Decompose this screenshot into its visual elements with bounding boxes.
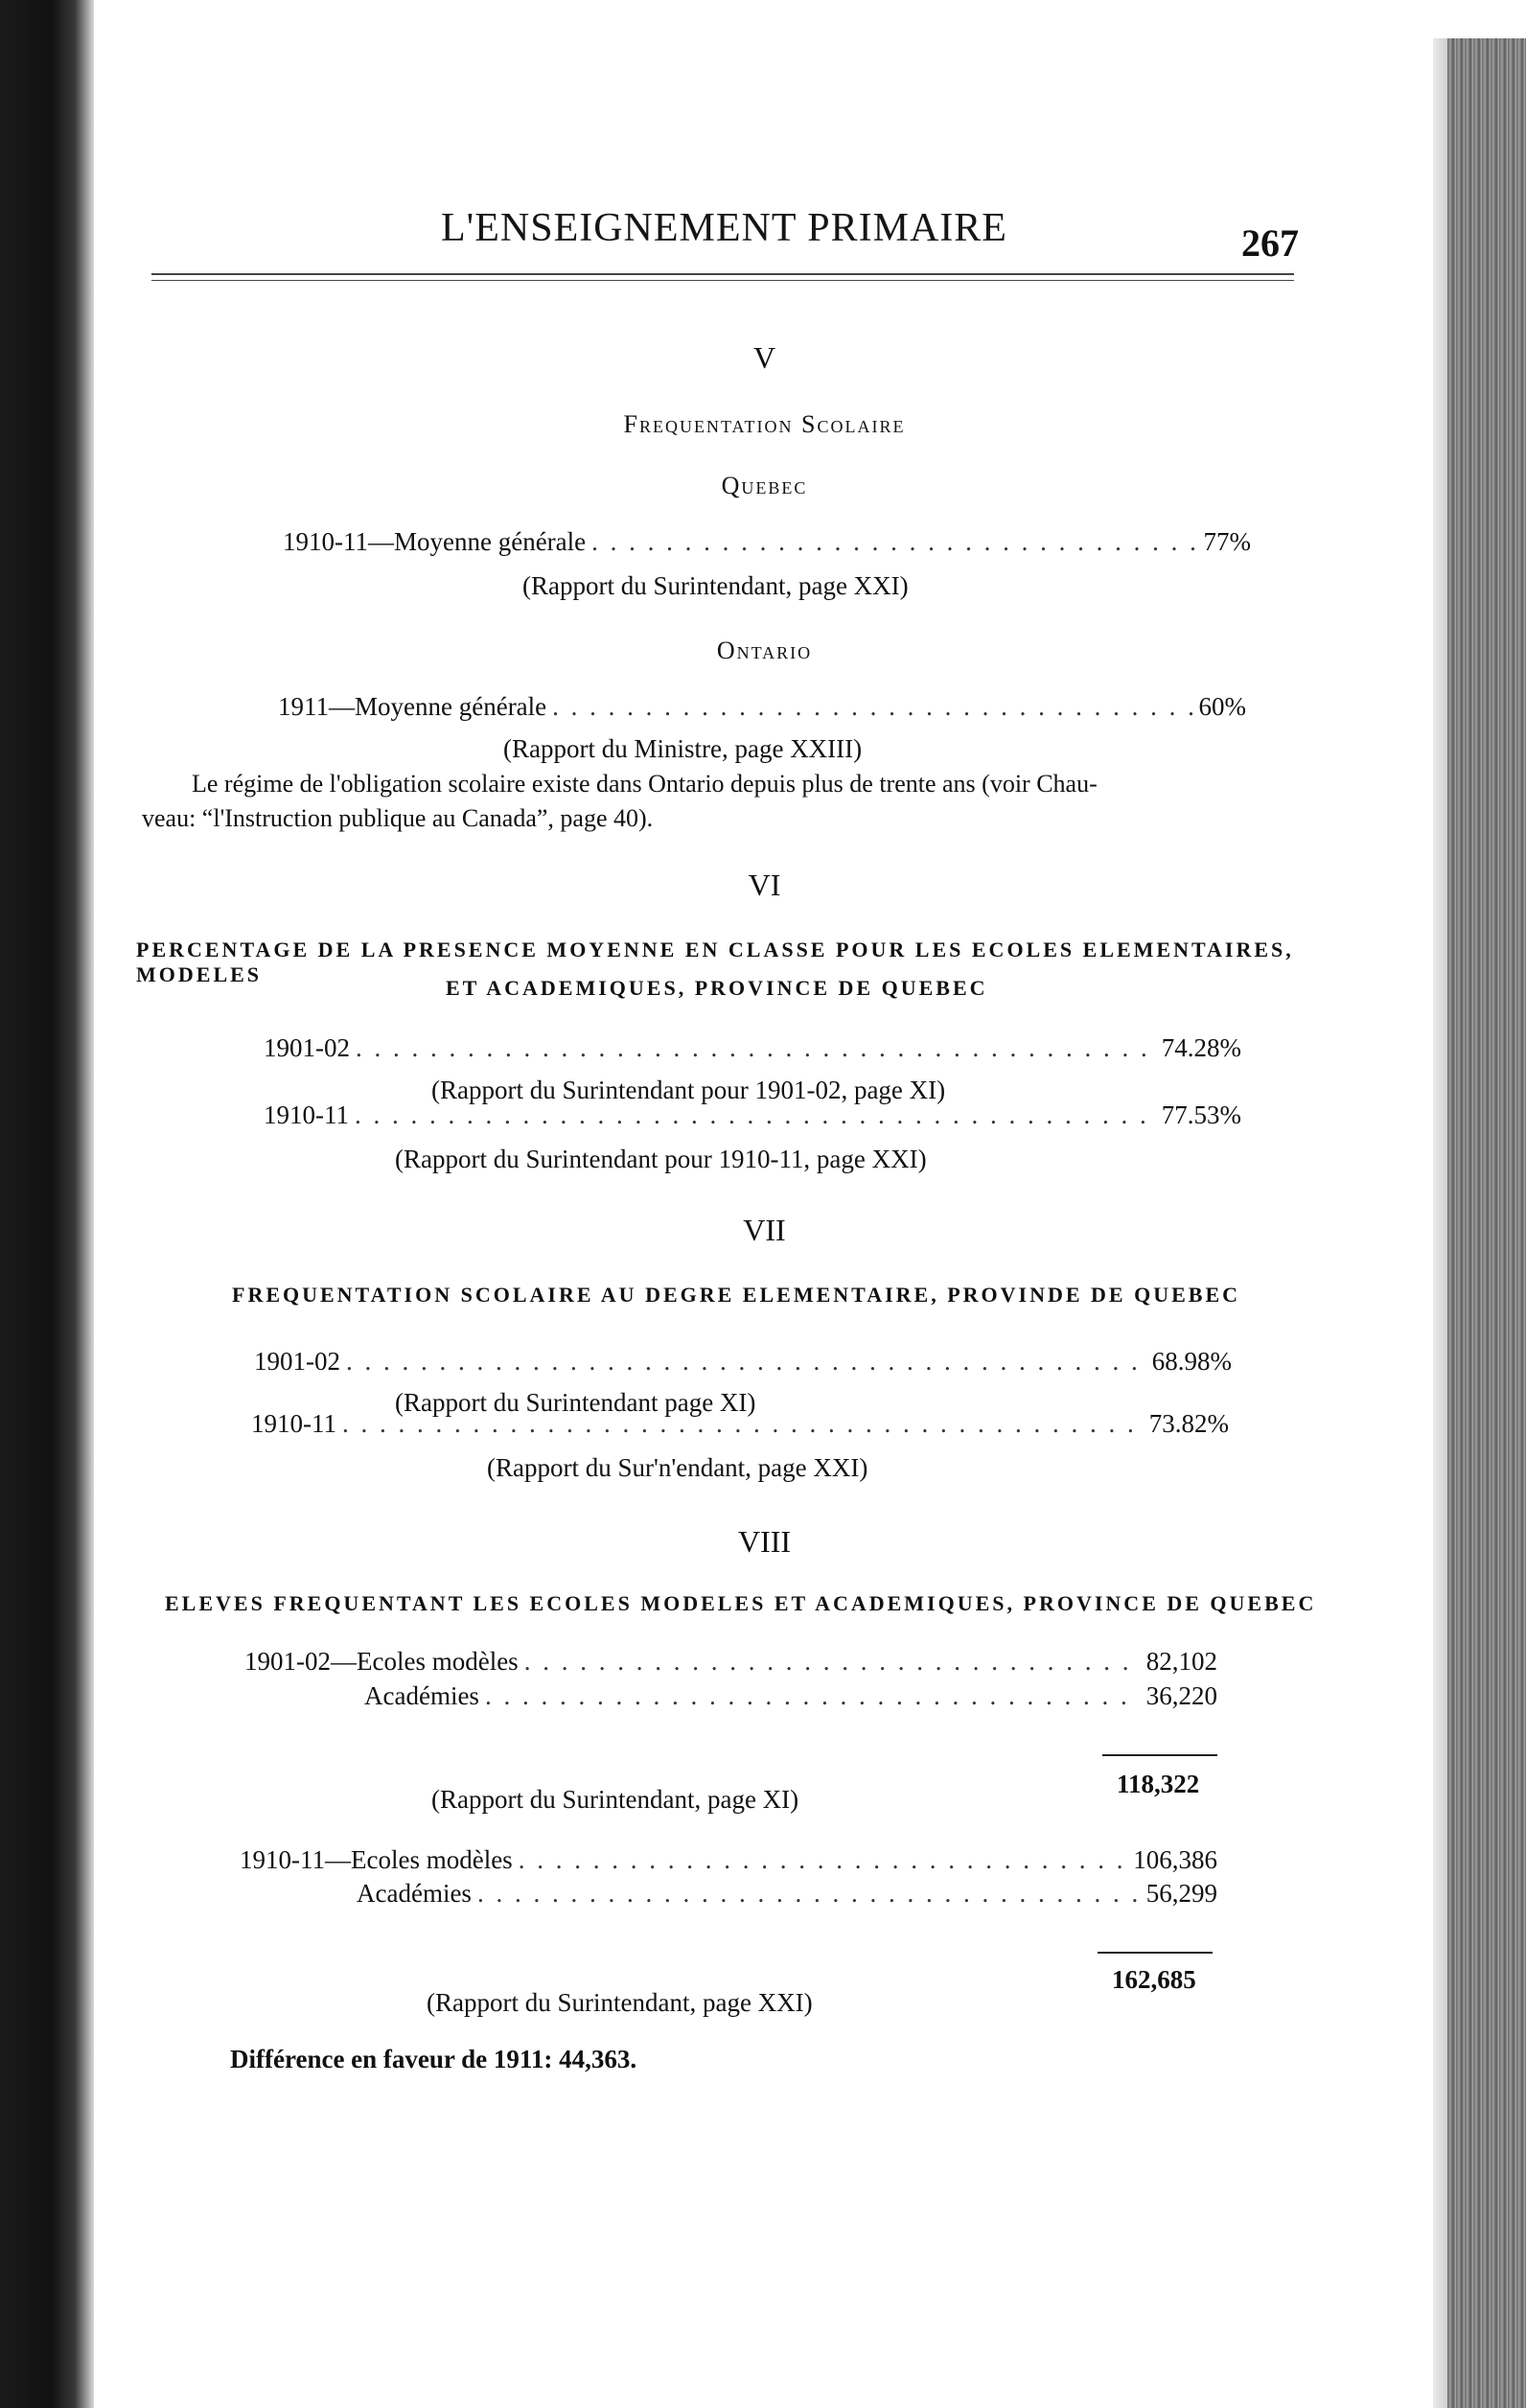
viii-1901-total: 118,322 (1117, 1770, 1200, 1798)
book-page-edges (1447, 38, 1526, 2408)
section-viii-title: ELEVES FREQUENTANT LES ECOLES MODELES ET ACADEMIQUES, PROVINCE DE QUEBEC (165, 1591, 1317, 1615)
page-number: 267 (1241, 221, 1299, 265)
vi-row-1910-label: 1910-11 (264, 1100, 349, 1129)
dot-leader (485, 1681, 1141, 1711)
sum-rule (1098, 1952, 1213, 1954)
vii-row-1910-label: 1910-11 (251, 1409, 336, 1438)
vii-row-1910-source: (Rapport du Sur'n'endant, page XXI) (487, 1453, 868, 1482)
section-vi-numeral: VI (748, 868, 781, 902)
dot-leader (356, 1033, 1156, 1063)
section-vi-title-line-1: PERCENTAGE DE LA PRESENCE MOYENNE EN CLASSE POUR LES ECOLES ELEMENTAIRES, MODELES (136, 938, 1294, 986)
vi-row-1901-value: 74.28% (1161, 1033, 1241, 1062)
book-binding-shadow (0, 0, 94, 2408)
viii-1910-academies-row (357, 1879, 1217, 1909)
difference-line: Différence en faveur de 1911: 44,363. (230, 2045, 637, 2073)
vii-row-1901 (254, 1347, 1232, 1377)
section-vii-title: FREQUENTATION SCOLAIRE AU DEGRE ELEMENTAIRE, PROVINDE DE QUEBEC (232, 1283, 1241, 1307)
dot-leader (591, 527, 1197, 557)
viii-1901-academies-label: Académies (364, 1681, 479, 1710)
ontario-source: (Rapport du Ministre, page XXIII) (503, 734, 863, 763)
quebec-source: (Rapport du Surintendant, page XXI) (522, 571, 909, 600)
ontario-paragraph-line-1: Le régime de l'obligation scolaire existe dans Ontario depuis plus de trente ans (voir Chau- (192, 770, 1098, 798)
viii-1910-total: 162,685 (1112, 1965, 1196, 1994)
section-vi-title-line-2: ET ACADEMIQUES, PROVINCE DE QUEBEC (446, 976, 988, 1000)
section-viii-numeral: VIII (737, 1524, 792, 1559)
sum-rule (1102, 1754, 1217, 1756)
dot-leader (477, 1879, 1141, 1909)
vii-row-1901-label: 1901-02 (254, 1347, 340, 1376)
ontario-average-label: 1911—Moyenne générale (278, 692, 547, 721)
running-head: L'ENSEIGNEMENT PRIMAIRE (441, 206, 1007, 250)
viii-1910-academies-value: 56,299 (1145, 1879, 1217, 1908)
dot-leader (519, 1845, 1128, 1875)
viii-1910-ecoles-value: 106,386 (1133, 1845, 1217, 1874)
dot-leader (355, 1100, 1156, 1130)
vi-row-1901-source: (Rapport du Surintendant pour 1901-02, page XI) (431, 1076, 946, 1104)
ontario-average-row (278, 692, 1246, 722)
dot-leader (342, 1409, 1144, 1439)
viii-1901-academies-row (364, 1681, 1217, 1711)
vii-row-1910 (251, 1409, 1229, 1439)
section-v-numeral: V (752, 340, 776, 375)
book-page (96, 0, 1433, 2408)
header-rule (151, 273, 1294, 275)
header-rule-thin (151, 280, 1294, 281)
quebec-average-row (283, 527, 1251, 557)
ontario-paragraph-line-2: veau: “l'Instruction publique au Canada”, page 40). (142, 804, 654, 832)
viii-1910-ecoles-row (240, 1845, 1217, 1875)
quebec-average-label: 1910-11—Moyenne générale (283, 527, 587, 556)
quebec-average-value: 77% (1203, 527, 1251, 556)
dot-leader (552, 692, 1192, 722)
viii-1901-ecoles-row (244, 1647, 1217, 1677)
section-v-title: Frequentation Scolaire (623, 410, 906, 438)
vi-row-1901-label: 1901-02 (264, 1033, 350, 1062)
viii-1901-ecoles-label: 1901-02—Ecoles modèles (244, 1647, 519, 1676)
dot-leader (346, 1347, 1146, 1377)
vi-row-1910 (264, 1100, 1241, 1130)
vii-row-1901-value: 68.98% (1151, 1347, 1232, 1376)
viii-1901-ecoles-value: 82,102 (1145, 1647, 1217, 1676)
vi-row-1910-source: (Rapport du Surintendant pour 1910-11, page XXI) (395, 1145, 927, 1173)
ontario-average-value: 60% (1198, 692, 1246, 721)
viii-1910-academies-label: Académies (357, 1879, 472, 1908)
vii-row-1901-source: (Rapport du Surintendant page XI) (395, 1388, 756, 1417)
section-v-ontario-subtitle: Ontario (716, 637, 813, 664)
section-vii-numeral: VII (743, 1213, 786, 1247)
vi-row-1901 (264, 1033, 1241, 1063)
viii-1901-source: (Rapport du Surintendant, page XI) (431, 1785, 799, 1814)
viii-1910-ecoles-label: 1910-11—Ecoles modèles (240, 1845, 513, 1874)
vi-row-1910-value: 77.53% (1161, 1100, 1241, 1129)
vii-row-1910-value: 73.82% (1148, 1409, 1229, 1438)
dot-leader (524, 1647, 1141, 1677)
viii-1910-source: (Rapport du Surintendant, page XXI) (427, 1988, 813, 2017)
section-v-quebec-subtitle: Quebec (721, 472, 808, 499)
viii-1901-academies-value: 36,220 (1145, 1681, 1217, 1710)
